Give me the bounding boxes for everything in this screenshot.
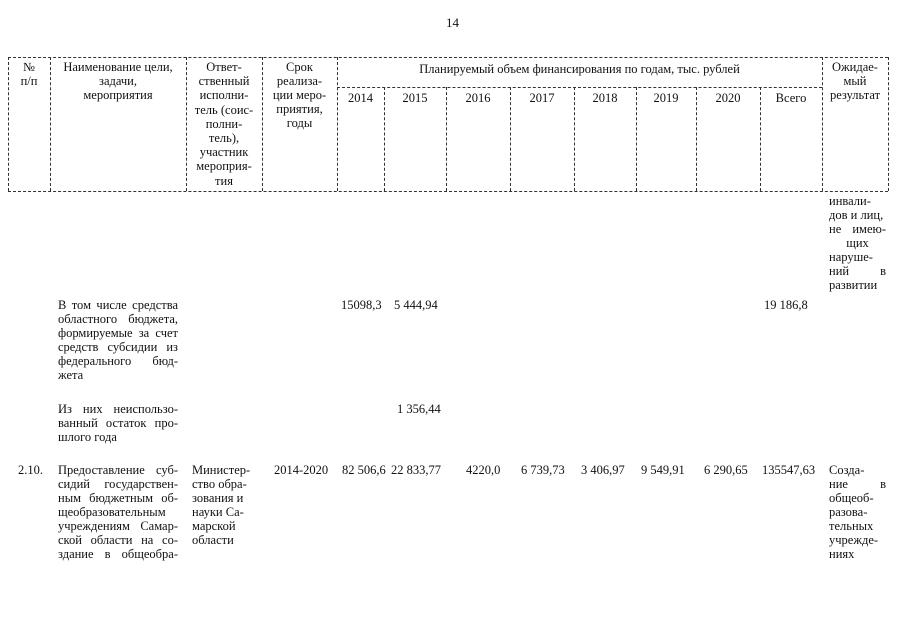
- header-total: Всего: [775, 91, 807, 105]
- header-responsible-line: тия: [215, 173, 233, 188]
- row-unused-name-line: шлого года: [58, 430, 117, 444]
- row-regional-name-line: В том числе средства: [58, 298, 178, 312]
- carryover-result-line: инвали-: [829, 194, 871, 208]
- header-responsible-line: участник: [199, 145, 249, 160]
- row-2-10-2020: 6 290,65: [704, 463, 748, 477]
- header-name-line: задачи,: [99, 74, 137, 88]
- row-regional-2014: 15098,3: [341, 298, 382, 312]
- header-responsible-line: Ответ-: [206, 60, 242, 74]
- row-regional-name-line: областного бюджета,: [58, 312, 178, 326]
- header-num-line: №: [23, 60, 35, 74]
- row-2-10-2015: 22 833,77: [391, 463, 441, 477]
- header-result-line: Ожидае-: [832, 60, 878, 74]
- row-2-10-responsible-line: ство обра-: [192, 477, 247, 491]
- header-year-2018: 2018: [592, 91, 618, 105]
- header-financing: Планируемый объем финансирования по годам, тыс. рублей: [419, 62, 740, 76]
- carryover-result-line: щих: [846, 236, 869, 250]
- header-responsible-line: мероприя-: [196, 159, 252, 174]
- carryover-result-line: наруше-: [829, 250, 873, 264]
- row-2-10-result-line: учрежде-: [829, 533, 879, 547]
- row-2-10-2018: 3 406,97: [581, 463, 625, 477]
- carryover-result-line: развитии: [829, 278, 878, 292]
- row-2-10-result-line: ниях: [829, 547, 855, 561]
- row-2-10-result-line: общеоб-: [829, 491, 874, 505]
- row-regional-name: [58, 298, 178, 382]
- carryover-result-line: не имею-: [829, 222, 886, 236]
- row-2-10-2016: 4220,0: [466, 463, 501, 477]
- header-responsible-line: полни-: [205, 116, 243, 131]
- row-unused-name-line: Из них неиспользо-: [58, 402, 178, 416]
- header-responsible-line: исполни-: [199, 88, 249, 103]
- row-regional-name-line: формируемые за счет: [58, 326, 178, 340]
- carryover-result-line: ний в: [829, 264, 886, 278]
- header-name: [50, 60, 186, 102]
- header-year-2017: 2017: [529, 91, 555, 105]
- row-2-10-responsible-line: науки Са-: [192, 505, 244, 519]
- header-year-2020: 2020: [715, 91, 741, 105]
- row-2-10-name-line: ным бюджетным об-: [58, 491, 178, 505]
- row-2-10-name-line: ской области на со-: [58, 533, 178, 547]
- row-unused-name: [58, 402, 178, 444]
- row-2-10-2017: 6 739,73: [521, 463, 565, 477]
- row-regional-name-line: жета: [58, 368, 84, 382]
- row-2-10-2019: 9 549,91: [641, 463, 685, 477]
- row-2-10-num: 2.10.: [18, 463, 43, 477]
- header-responsible: [186, 60, 262, 188]
- header-result-line: мый: [843, 74, 867, 88]
- header-name-line: Наименование цели,: [63, 60, 173, 74]
- header-responsible-line: тель),: [208, 131, 240, 146]
- row-2-10-name: [58, 463, 178, 561]
- row-2-10-name-line: сидий государствен-: [58, 477, 178, 491]
- row-2-10-name-line: щеобразовательным: [58, 505, 166, 519]
- row-2-10-name-line: учреждениям Самар-: [58, 519, 178, 533]
- row-unused-2015: 1 356,44: [397, 402, 441, 416]
- header-period-line: реализа-: [276, 74, 323, 88]
- row-2-10-responsible-line: области: [192, 533, 234, 547]
- row-2-10-name-line: Предоставление суб-: [58, 463, 178, 477]
- header-year-2019: 2019: [653, 91, 679, 105]
- header-period-line: ции меро-: [272, 88, 327, 102]
- row-2-10-responsible-line: марской: [192, 519, 236, 533]
- page-number: 14: [446, 15, 459, 30]
- row-2-10-result-line: ние в: [829, 477, 886, 491]
- header-year-2015: 2015: [402, 91, 428, 105]
- row-unused-name-line: ванный остаток про-: [58, 416, 178, 430]
- row-2-10-responsible-line: зования и: [192, 491, 244, 505]
- row-2-10-total: 135547,63: [762, 463, 816, 477]
- row-2-10-name-line: здание в общеобра-: [58, 547, 178, 561]
- row-2-10-result-line: разова-: [829, 505, 868, 519]
- row-regional-name-line: средств субсидии из: [58, 340, 178, 354]
- row-regional-total: 19 186,8: [764, 298, 808, 312]
- carryover-result: [829, 194, 886, 292]
- row-regional-2015: 5 444,94: [394, 298, 438, 312]
- header-responsible-line: ственный: [198, 74, 250, 89]
- row-2-10-result-line: тельных: [829, 519, 874, 533]
- row-2-10-result: [829, 463, 886, 561]
- header-name-line: мероприятия: [83, 88, 153, 102]
- header-year-2014: 2014: [348, 91, 373, 105]
- carryover-result-line: дов и лиц,: [829, 208, 884, 222]
- row-regional-name-line: федерального бюд-: [58, 354, 178, 368]
- row-2-10-2014: 82 506,6: [342, 463, 386, 477]
- header-responsible-line: тель (соис-: [194, 102, 254, 117]
- row-2-10-responsible: [192, 463, 258, 547]
- header-num: [8, 60, 50, 88]
- header-period-line: годы: [286, 116, 313, 130]
- header-result: [822, 60, 888, 102]
- row-2-10-responsible-line: Министер-: [192, 463, 251, 477]
- header-period-line: приятия,: [276, 102, 323, 116]
- row-2-10-period: 2014-2020: [274, 463, 329, 477]
- row-2-10-result-line: Созда-: [829, 463, 865, 477]
- header-year-2016: 2016: [465, 91, 491, 105]
- header-result-line: результат: [829, 88, 881, 102]
- header-period: [262, 60, 337, 130]
- header-num-line: п/п: [20, 74, 38, 88]
- header-period-line: Срок: [286, 60, 313, 74]
